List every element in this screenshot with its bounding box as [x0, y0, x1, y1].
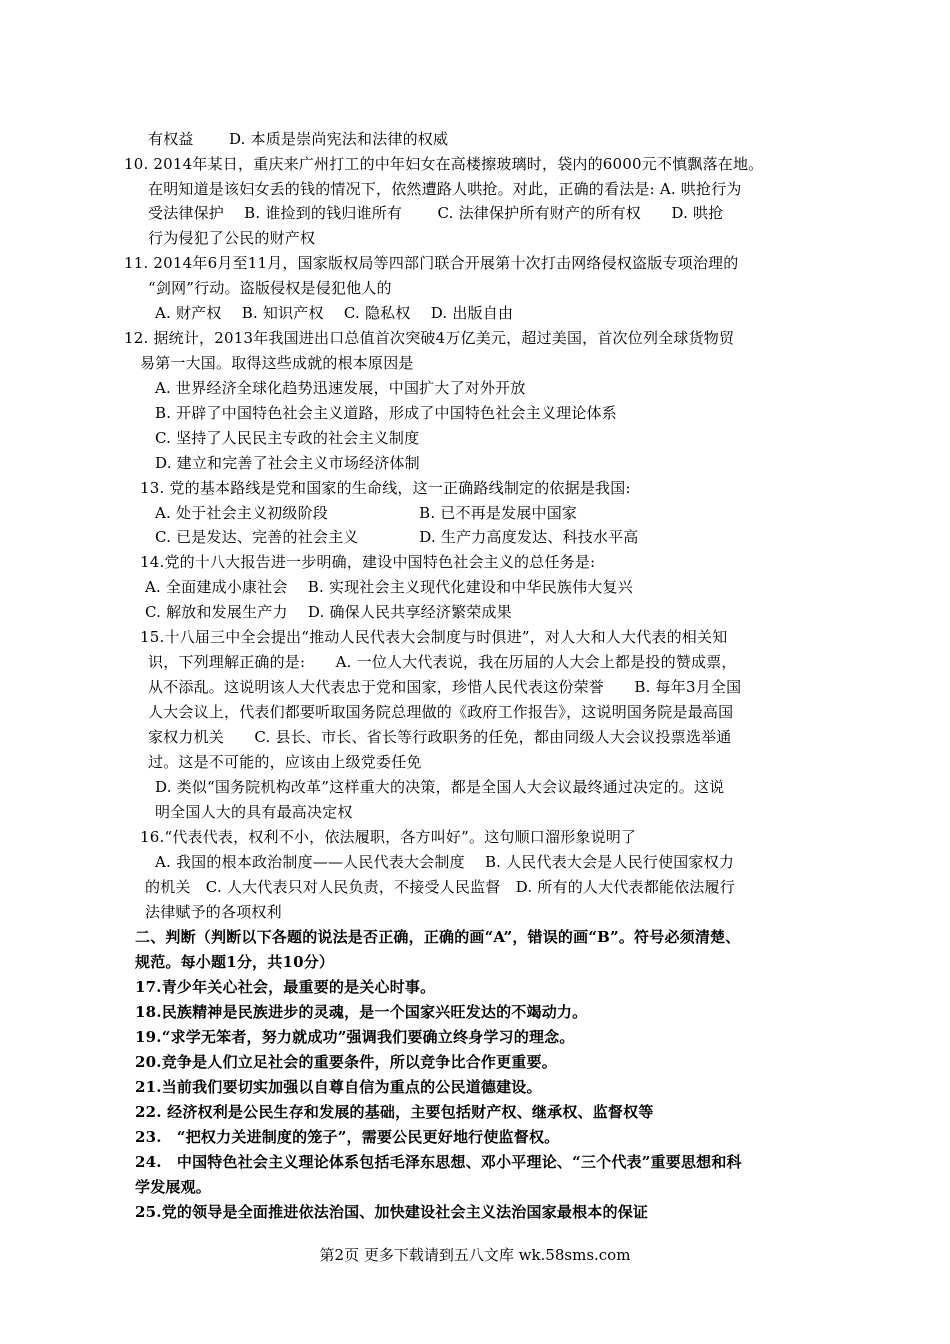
options-line: A. 我国的根本政治制度——人民代表大会制度 B. 人民代表大会是人民行使国家权力 [155, 853, 735, 871]
options-line: A. 全面建成小康社会 B. 实现社会主义现代化建设和中华民族伟大复兴 [145, 578, 633, 596]
text-line: 行为侵犯了公民的财产权 [148, 229, 316, 247]
question-13: 13. 党的基本路线是党和国家的生命线，这一正确路线制定的依据是我国: [140, 479, 631, 497]
question-20: 20.竞争是人们立足社会的重要条件，所以竞争比合作更重要。 [135, 1053, 557, 1071]
option-a: A. 世界经济全球化趋势迅速发展，中国扩大了对外开放 [155, 379, 526, 397]
option-b: B. 开辟了中国特色社会主义道路，形成了中国特色社会主义理论体系 [155, 404, 617, 422]
question-25: 25.党的领导是全面推进依法治国、加快建设社会主义法治国家最根本的保证 [135, 1203, 649, 1221]
question-14: 14.党的十八大报告进一步明确，建设中国特色社会主义的总任务是: [140, 553, 596, 571]
option-d: D. 类似“国务院机构改革”这样重大的决策，都是全国人大会议最终通过决定的。这说 [155, 778, 725, 796]
question-17: 17.青少年关心社会，最重要的是关心时事。 [135, 978, 436, 996]
page-footer: 第2页 更多下载请到五八文库 wk.58sms.com [319, 1246, 631, 1264]
question-12: 12. 据统计，2013年我国进出口总值首次突破4万亿美元，超过美国，首次位列全球货物贸 [124, 329, 735, 347]
question-18: 18.民族精神是民族进步的灵魂，是一个国家兴旺发达的不竭动力。 [135, 1003, 588, 1021]
text-line: 家权力机关 C. 县长、市长、省长等行政职务的任免，都由同级人大会议投票选举通 [148, 728, 732, 746]
options-line: A. 处于社会主义初级阶段 B. 已不再是发展中国家 [155, 504, 578, 522]
options-line: C. 解放和发展生产力 D. 确保人民共享经济繁荣成果 [145, 603, 512, 621]
option-c: C. 坚持了人民民主专政的社会主义制度 [155, 429, 420, 447]
question-16: 16.“代表代表，权利不小，依法履职，各方叫好”。这句顺口溜形象说明了 [140, 828, 637, 846]
text-line: 明全国人大的具有最高决定权 [155, 803, 353, 821]
options-line: 的机关 C. 人大代表只对人民负责，不接受人民监督 D. 所有的人大代表都能依法履行 [145, 878, 735, 896]
question-23: 23. “把权力关进制度的笼子”，需要公民更好地行使监督权。 [135, 1128, 560, 1146]
text-line: 法律赋予的各项权利 [145, 903, 282, 921]
section-heading: 规范。每小题1分，共10分） [135, 953, 335, 971]
question-24: 24. 中国特色社会主义理论体系包括毛泽东思想、邓小平理论、“三个代表”重要思想和科 [135, 1153, 742, 1171]
text-line: “剑网”行动。盗版侵权是侵犯他人的 [148, 279, 392, 297]
text-line: 受法律保护 B. 谁捡到的钱归谁所有 C. 法律保护所有财产的所有权 D. 哄抢 [148, 204, 724, 222]
question-10: 10. 2014年某日，重庆来广州打工的中年妇女在高楼擦玻璃时，袋内的6000元不慎飘落在地。 [124, 155, 764, 173]
question-22: 22. 经济权利是公民生存和发展的基础，主要包括财产权、继承权、监督权等 [135, 1103, 654, 1121]
options-line: A. 财产权 B. 知识产权 C. 隐私权 D. 出版自由 [155, 304, 514, 322]
question-15: 15.十八届三中全会提出“推动人民代表大会制度与时俱进”，对人大和人大代表的相关知 [140, 628, 728, 646]
question-19: 19.“求学无笨者，努力就成功”强调我们要确立终身学习的理念。 [135, 1028, 575, 1046]
question-21: 21.当前我们要切实加强以自尊自信为重点的公民道德建设。 [135, 1078, 542, 1096]
text-line: 学发展观。 [135, 1178, 212, 1196]
question-11: 11. 2014年6月至11月，国家版权局等四部门联合开展第十次打击网络侵权盗版专项治理的 [124, 254, 739, 272]
section-heading: 二、判断（判断以下各题的说法是否正确，正确的画“A”，错误的画“B”。符号必须清楚、 [135, 928, 741, 946]
text-line: 过。这是不可能的，应该由上级党委任免 [148, 753, 422, 771]
text-line: 从不添乱。这说明该人大代表忠于党和国家，珍惜人民代表这份荣誉 B. 每年3月全国 [148, 678, 742, 696]
text-line: 人大会议上，代表们都要听取国务院总理做的《政府工作报告》，这说明国务院是最高国 [148, 703, 734, 721]
option-d: D. 建立和完善了社会主义市场经济体制 [155, 454, 420, 472]
text-line: 易第一大国。取得这些成就的根本原因是 [140, 354, 414, 372]
options-line: C. 已是发达、完善的社会主义 D. 生产力高度发达、科技水平高 [155, 528, 639, 546]
text-line: 识，下列理解正确的是: A. 一位人大代表说，我在历届的人大会上都是投的赞成票， [148, 653, 737, 671]
text-line: 有权益 D. 本质是崇尚宪法和法律的权威 [148, 130, 449, 148]
text-line: 在明知道是该妇女丢的钱的情况下，依然遭路人哄抢。对此，正确的看法是: A. 哄抢行为 [148, 180, 742, 198]
